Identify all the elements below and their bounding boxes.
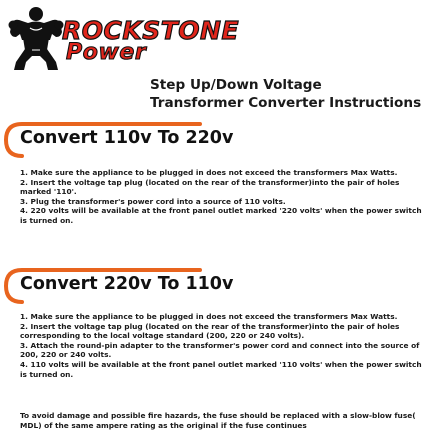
step-item: 1. Make sure the appliance to be plugged in does not exceed the transformers Max Watts. [20, 168, 398, 177]
section-heading-text: Convert 220v To 110v [20, 274, 234, 294]
step-item: 2. Insert the voltage tap plug (located on the rear of the transformer)into the pair of holes corresponding to the local voltage standard (200, 220 or 240 volts). [20, 321, 400, 341]
section-steps-110-to-220 [20, 168, 426, 226]
step-item: 4. 220 volts will be available at the front panel outlet marked '220 volts' when the power switch is turned on. [20, 206, 422, 225]
title-line2: Transformer Converter Instructions [150, 95, 422, 111]
brand-name-line2: Power [66, 40, 147, 65]
brand-name-line1: ROCKSTONE [62, 16, 240, 45]
section-heading-220-to-110 [0, 266, 430, 306]
fuse-warning-note: To avoid damage and possible fire hazards, the fuse should be replaced with a slow-blow fuse( MDL) of the same ampere rating as the original if the fuse continues [20, 411, 416, 430]
section-heading-text: Convert 110v To 220v [20, 128, 234, 148]
page-title [150, 76, 430, 112]
brand-logo [6, 4, 246, 74]
step-item: 3. Plug the transformer's power cord into a source of 110 volts. [20, 196, 286, 206]
step-item: 4. 110 volts will be available at the front panel outlet marked '110 volts' when the power switch is turned on. [20, 359, 422, 379]
section-steps-220-to-110 [20, 312, 426, 379]
step-item: 3. Attach the round-pin adapter to the transformer's power cord and connect into the source of 200, 220 or 240 volts. [20, 340, 420, 360]
strongman-silhouette-icon [6, 4, 66, 72]
section-heading-110-to-220 [0, 120, 430, 160]
title-line1: Step Up/Down Voltage [150, 77, 322, 93]
step-item: 2. Insert the voltage tap plug (located on the rear of the transformer)into the pair of holes marked '110'. [20, 177, 400, 197]
step-item: 1. Make sure the appliance to be plugged in does not exceed the transformers Max Watts. [20, 312, 398, 321]
